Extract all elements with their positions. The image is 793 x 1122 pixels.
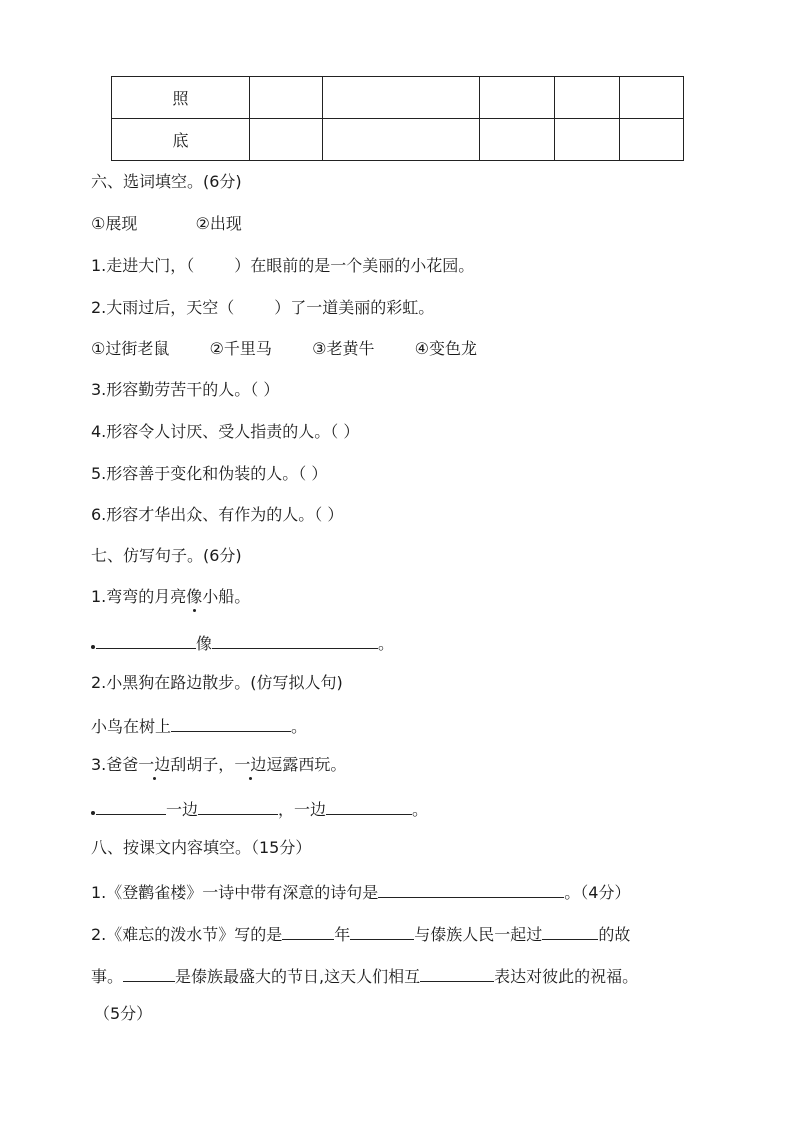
table-cell-blank[interactable] <box>323 77 480 119</box>
bullet-dot-icon <box>91 811 95 815</box>
question-1: 1.走进大门，（ ）在眼前的是一个美丽的小花园。 <box>91 256 475 275</box>
question-3: 3.形容勤劳苦干的人。（ ） <box>91 380 280 399</box>
fill-question-2: 2.《难忘的泼水节》写的是 年 与傣族人民一起过 的故 <box>91 922 630 945</box>
table-cell-blank[interactable] <box>620 119 684 161</box>
answer-blank[interactable] <box>420 964 494 982</box>
idiom-option: ③老黄牛 <box>312 339 375 358</box>
table-cell-blank[interactable] <box>555 119 620 161</box>
answer-blank[interactable] <box>282 922 334 940</box>
section6-title: 六、选词填空。(6分) <box>91 172 242 191</box>
sentence-3: 3.爸爸一边刮胡子，一边逗露西玩。 <box>91 755 347 774</box>
table-cell-char: 照 <box>112 77 250 119</box>
answer-line-2: 小鸟在树上 。 <box>91 714 307 737</box>
answer-blank[interactable] <box>171 714 291 732</box>
answer-blank[interactable] <box>96 797 166 815</box>
idiom-option: ④变色龙 <box>414 339 477 358</box>
table-cell-blank[interactable] <box>323 119 480 161</box>
answer-blank[interactable] <box>378 880 564 898</box>
table-row <box>112 119 684 161</box>
table-cell-blank[interactable] <box>620 77 684 119</box>
word-option: ①展现 <box>91 214 138 233</box>
word-option: ②出现 <box>195 214 242 233</box>
table-cell-blank[interactable] <box>250 119 323 161</box>
sentence-2: 2.小黑狗在路边散步。(仿写拟人句) <box>91 673 343 692</box>
answer-line-1: 像 。 <box>91 631 394 654</box>
answer-blank[interactable] <box>326 797 412 815</box>
word-options <box>91 214 242 234</box>
answer-blank[interactable] <box>350 922 414 940</box>
answer-blank[interactable] <box>212 631 378 649</box>
emphasis-dot-char: 一边 <box>138 755 171 774</box>
score-note: （5分） <box>94 1004 153 1023</box>
question-4: 4.形容令人讨厌、受人指责的人。（ ） <box>91 422 360 441</box>
emphasis-dot-char: 像 <box>186 587 203 606</box>
idiom-option: ②千里马 <box>209 339 272 358</box>
answer-blank[interactable] <box>198 797 278 815</box>
table-cell-blank[interactable] <box>250 77 323 119</box>
fill-question-1: 1.《登鹳雀楼》一诗中带有深意的诗句是 。（4分） <box>91 880 630 903</box>
bullet-dot-icon <box>91 645 95 649</box>
table-cell-blank[interactable] <box>480 119 555 161</box>
idiom-options <box>91 339 477 359</box>
table-cell-char: 底 <box>112 119 250 161</box>
question-5: 5.形容善于变化和伪装的人。（ ） <box>91 464 328 483</box>
question-2: 2.大雨过后，天空（ ）了一道美丽的彩虹。 <box>91 298 435 317</box>
idiom-option: ①过街老鼠 <box>91 339 170 358</box>
answer-line-3: 一边 ，一边 。 <box>91 797 428 820</box>
answer-blank[interactable] <box>123 964 175 982</box>
answer-blank[interactable] <box>542 922 598 940</box>
character-table <box>111 76 684 161</box>
table-cell-blank[interactable] <box>555 77 620 119</box>
table-cell-blank[interactable] <box>480 77 555 119</box>
question-6: 6.形容才华出众、有作为的人。（ ） <box>91 505 344 524</box>
emphasis-dot-char: 一边 <box>234 755 267 774</box>
table-row <box>112 77 684 119</box>
answer-blank[interactable] <box>96 631 196 649</box>
section7-title: 七、仿写句子。(6分) <box>91 546 242 565</box>
section8-title: 八、按课文内容填空。（15分） <box>91 838 312 857</box>
fill-question-2-continued: 事。 是傣族最盛大的节日,这天人们相互 表达对彼此的祝福。 <box>91 964 638 987</box>
sentence-1: 1.弯弯的月亮像小船。 <box>91 587 251 606</box>
